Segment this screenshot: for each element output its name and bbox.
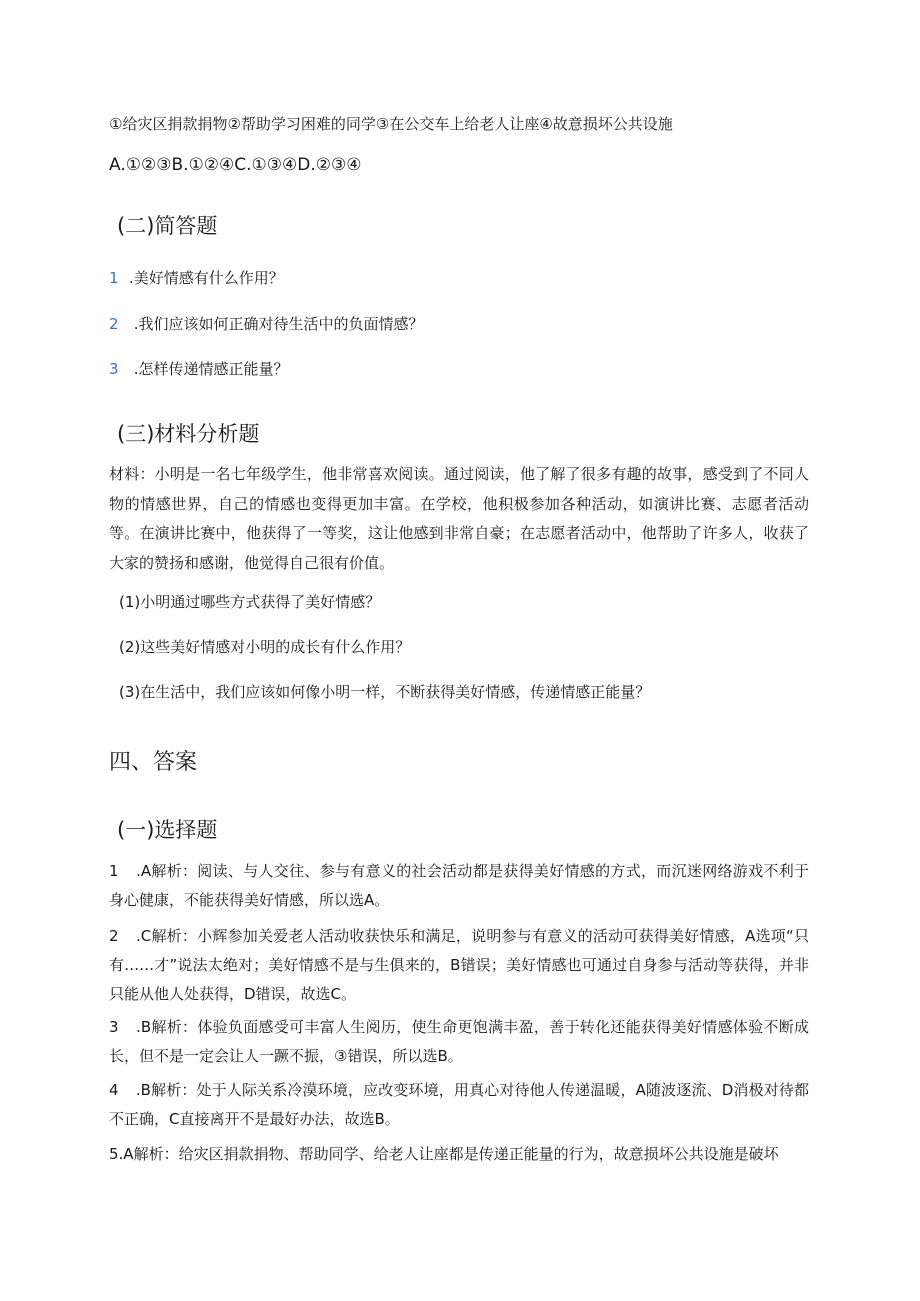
answer-text: .B解析：体验负面感受可丰富人生阅历，使生命更饱满丰盈，善于转化还能获得美好情感体验不断成长，但不是一定会让人一蹶不振，③错误，所以选B。: [109, 1018, 809, 1065]
question-number: 2: [109, 315, 119, 333]
choice-items-line: ①给灾区捐款捐物②帮助学习困难的同学③在公交车上给老人让座④故意损坏公共设施: [109, 115, 673, 133]
choice-options-line: A.①②③B.①②④C.①③④D.②③④: [109, 155, 362, 175]
material-question-2: (2)这些美好情感对小明的成长有什么作用？: [119, 638, 411, 656]
answer-item-4: [109, 1076, 809, 1134]
answer-text: 5.A解析：给灾区捐款捐物、帮助同学、给老人让座都是传递正能量的行为，故意损坏公共设施是破坏: [109, 1145, 779, 1163]
answer-item-5: [109, 1140, 809, 1169]
question-number: 3: [109, 360, 119, 378]
answer-item-1: [109, 857, 809, 915]
question-text: .美好情感有什么作用？: [129, 269, 284, 287]
short-question-2: [109, 314, 424, 334]
answers-choice-subheading: (一)选择题: [117, 818, 218, 842]
answer-item-2: [109, 922, 809, 1009]
short-question-1: [109, 268, 284, 288]
answer-text: .C解析：小辉参加关爱老人活动收获快乐和满足，说明参与有意义的活动可获得美好情感，A选项“只有……才”说法太绝对；美好情感不是与生俱来的，B错误；美好情感也可通过自身参与活动等获得，并非只能从他人处获得，D错误，故选C。: [109, 927, 809, 1003]
question-text: .我们应该如何正确对待生活中的负面情感？: [129, 315, 424, 333]
answer-item-3: [109, 1013, 809, 1071]
material-question-3: (3)在生活中，我们应该如何像小明一样，不断获得美好情感，传递情感正能量？: [119, 683, 651, 701]
question-text: .怎样传递情感正能量？: [129, 360, 289, 378]
answer-number: 3: [109, 1018, 119, 1036]
answers-heading: 四、答案: [109, 750, 198, 775]
material-paragraph: 材料：小明是一名七年级学生，他非常喜欢阅读。通过阅读，他了解了很多有趣的故事，感受到了不同人物的情感世界，自己的情感也变得更加丰富。在学校，他积极参加各种活动，如演讲比赛、志愿者活动等。在演讲比赛中，他获得了一等奖，这让他感到非常自豪；在志愿者活动中，他帮助了许多人，收获了大家的赞扬和感谢，他觉得自己很有价值。: [109, 465, 809, 572]
answer-number: 2: [109, 927, 119, 945]
answer-text: .B解析：处于人际关系冷漠环境，应改变环境，用真心对待他人传递温暖，A随波逐流、D消极对待都不正确，C直接离开不是最好办法，故选B。: [109, 1081, 809, 1128]
answer-text: .A解析：阅读、与人交往、参与有意义的社会活动都是获得美好情感的方式，而沉迷网络游戏不利于身心健康，不能获得美好情感，所以选A。: [109, 862, 809, 909]
material-question-1: (1)小明通过哪些方式获得了美好情感？: [119, 593, 381, 611]
answer-number: 1: [109, 862, 119, 880]
short-answer-heading: (二)简答题: [117, 214, 218, 238]
answer-number: 4: [109, 1081, 119, 1099]
question-number: 1: [109, 269, 119, 287]
material-heading: (三)材料分析题: [117, 422, 260, 446]
short-question-3: [109, 359, 289, 379]
